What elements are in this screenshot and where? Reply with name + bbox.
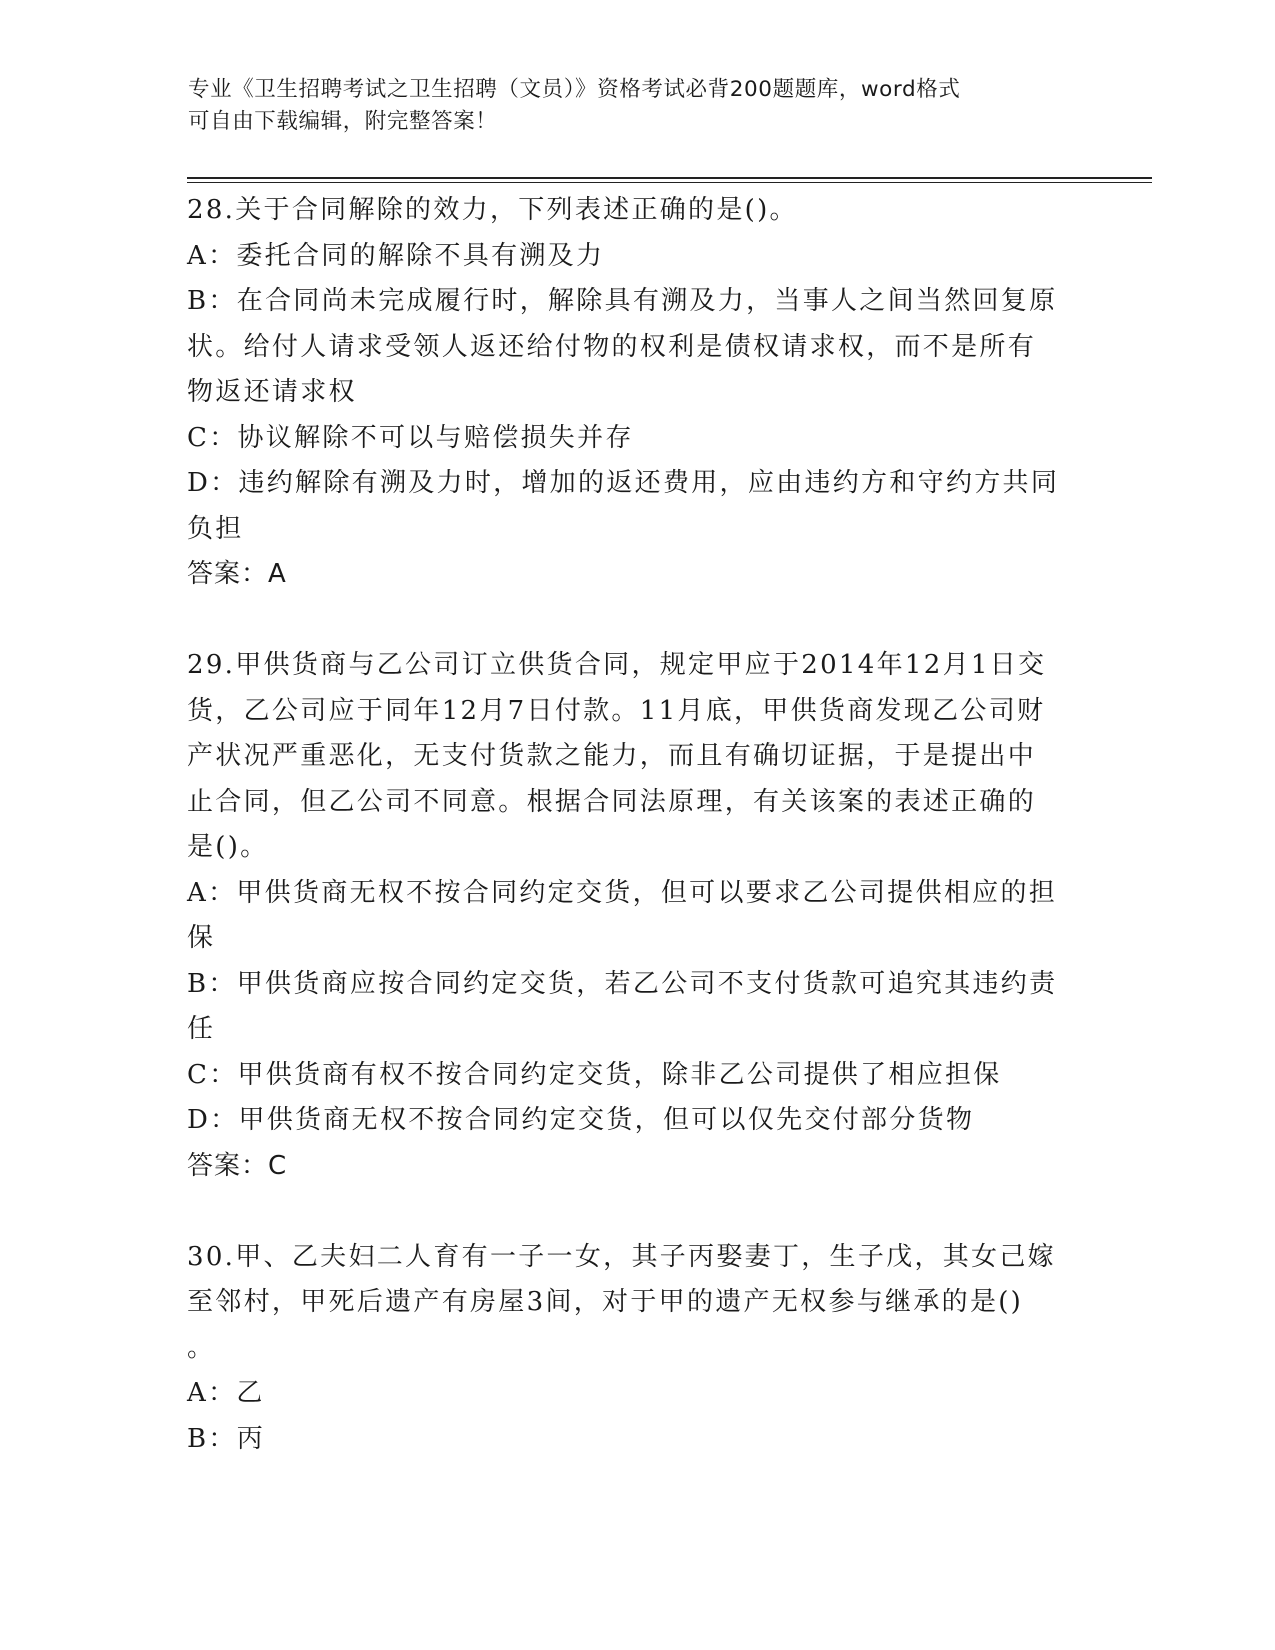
option-a: A：乙 <box>187 1378 265 1408</box>
answer-line: 答案：C <box>187 1150 288 1181</box>
option-c: C：协议解除不可以与赔偿损失并存 <box>187 422 634 453</box>
header-line-1: 专业《卫生招聘考试之卫生招聘（文员）》资格考试必背200题题库，word格式 <box>188 77 961 102</box>
spacer <box>187 598 1087 644</box>
option-d: D：违约解除有溯及力时，增加的返还费用，应由违约方和守约方共同 <box>187 468 1060 498</box>
option-d: D：甲供货商无权不按合同约定交货，但可以仅先交付部分货物 <box>187 1105 975 1135</box>
option-b-cont: 任 <box>187 1014 216 1044</box>
option-b-cont: 状。给付人请求受领人返还给付物的权利是债权请求权，而不是所有 <box>187 331 1037 362</box>
question-30 <box>187 1235 1087 1463</box>
option-d-cont: 负担 <box>187 513 244 544</box>
option-a-cont: 保 <box>187 923 216 953</box>
option-a: A：委托合同的解除不具有溯及力 <box>187 240 605 271</box>
question-stem: 30.甲、乙夫妇二人育有一子一女，其子丙娶妻丁，生子戊，其女己嫁 <box>187 1241 1056 1272</box>
header-line-2: 可自由下载编辑，附完整答案！ <box>188 109 498 134</box>
header-rule-thin <box>187 182 1152 183</box>
question-stem-cont: 。 <box>187 1332 216 1363</box>
option-a: A：甲供货商无权不按合同约定交货，但可以要求乙公司提供相应的担 <box>187 877 1058 908</box>
spacer <box>187 1189 1087 1235</box>
question-28 <box>187 188 1087 598</box>
question-stem-cont: 至邻村，甲死后遗产有房屋3间，对于甲的遗产无权参与继承的是() <box>187 1287 1024 1317</box>
answer-line: 答案：A <box>187 559 287 589</box>
option-b: B：在合同尚未完成履行时，解除具有溯及力，当事人之间当然回复原 <box>187 286 1058 316</box>
question-stem-cont: 货，乙公司应于同年12月7日付款。11月底，甲供货商发现乙公司财 <box>187 695 1046 726</box>
question-stem: 29.甲供货商与乙公司订立供货合同，规定甲应于2014年12月1日交 <box>187 650 1047 680</box>
document-header <box>188 74 1068 138</box>
question-29 <box>187 643 1087 1189</box>
question-stem: 28.关于合同解除的效力，下列表述正确的是()。 <box>187 195 798 225</box>
header-rule-thick <box>187 177 1152 179</box>
question-stem-cont: 是()。 <box>187 832 269 862</box>
question-list <box>187 188 1087 1462</box>
question-stem-cont: 产状况严重恶化，无支付货款之能力，而且有确切证据，于是提出中 <box>187 741 1037 771</box>
option-b: B：丙 <box>187 1423 266 1454</box>
option-b: B：甲供货商应按合同约定交货，若乙公司不支付货款可追究其违约责 <box>187 968 1058 999</box>
option-c: C：甲供货商有权不按合同约定交货，除非乙公司提供了相应担保 <box>187 1059 1002 1090</box>
option-b-cont: 物返还请求权 <box>187 377 357 407</box>
question-stem-cont: 止合同，但乙公司不同意。根据合同法原理，有关该案的表述正确的 <box>187 786 1037 817</box>
